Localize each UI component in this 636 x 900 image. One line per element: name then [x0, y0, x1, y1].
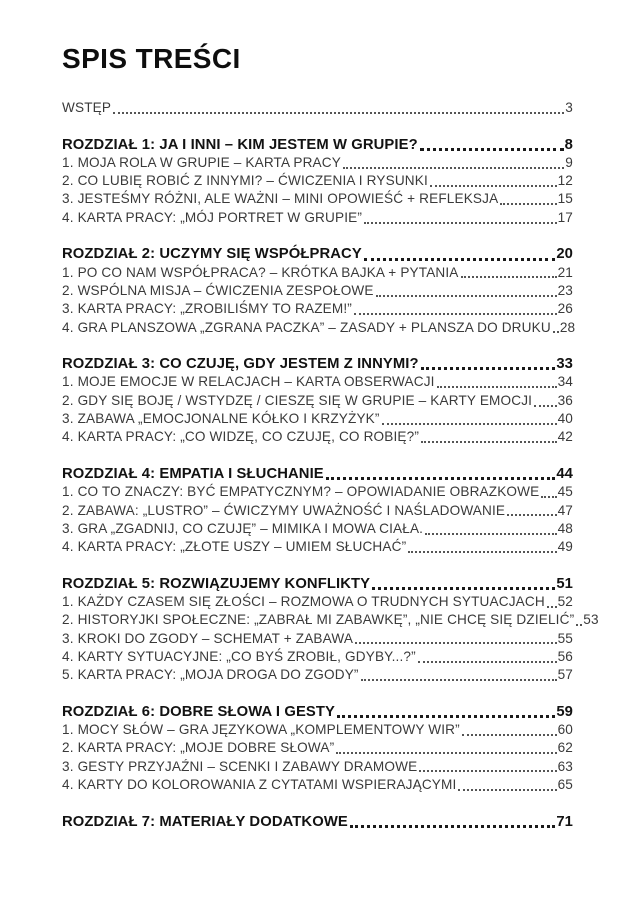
toc-entry — [62, 520, 573, 538]
toc-list — [62, 99, 599, 831]
dot-leader — [350, 825, 555, 828]
toc-entry-page: 47 — [557, 502, 573, 518]
dot-leader — [372, 587, 555, 590]
toc-entry — [62, 209, 573, 227]
toc-entry — [62, 593, 573, 611]
toc-entry — [62, 502, 573, 520]
toc-entry-page: 26 — [557, 301, 573, 317]
toc-entry-page: 3 — [565, 100, 573, 115]
dot-leader — [364, 258, 556, 261]
dot-leader — [541, 496, 556, 498]
toc-entry-page: 65 — [557, 776, 573, 792]
toc-entry — [62, 300, 573, 318]
dot-leader — [553, 331, 559, 333]
toc-entry — [62, 373, 573, 391]
toc-entry — [62, 776, 573, 794]
toc-entry — [62, 611, 599, 629]
toc-entry-page: 28 — [559, 319, 576, 335]
toc-chapter-section — [62, 813, 573, 831]
toc-entry-page: 8 — [564, 136, 573, 153]
toc-entry-page: 57 — [557, 667, 573, 683]
toc-entry-label: ROZDZIAŁ 3: CO CZUJĘ, GDY JESTEM Z INNYMI? — [62, 356, 419, 373]
toc-entry-label: ROZDZIAŁ 7: MATERIAŁY DODATKOWE — [62, 813, 348, 830]
toc-entry — [62, 190, 573, 208]
toc-entry-label: 3. KROKI DO ZGODY – SCHEMAT + ZABAWA — [62, 630, 354, 646]
toc-entry-page: 60 — [557, 722, 573, 738]
dot-leader — [382, 423, 557, 425]
toc-entry — [62, 721, 573, 739]
toc-entry — [62, 758, 573, 776]
toc-entry — [62, 282, 573, 300]
toc-entry-page: 23 — [557, 282, 573, 298]
toc-entry-label: 4. KARTY DO KOLOROWANIA Z CYTATAMI WSPIERAJĄCYMI — [62, 776, 457, 792]
toc-entry-page: 49 — [557, 539, 573, 555]
toc-chapter-heading — [62, 813, 573, 831]
toc-chapter-section — [62, 136, 573, 227]
toc-entry — [62, 264, 573, 282]
toc-entry — [62, 154, 573, 172]
toc-entry-page: 51 — [556, 575, 573, 592]
toc-entry-label: 4. KARTA PRACY: „ZŁOTE USZY – UMIEM SŁUCHAĆ” — [62, 539, 407, 555]
toc-entry-page: 71 — [556, 813, 573, 830]
toc-entry-label: 2. HISTORYJKI SPOŁECZNE: „ZABRAŁ MI ZABAWKĘ”, „NIE CHCĘ SIĘ DZIELIĆ” — [62, 612, 575, 628]
toc-entry — [62, 630, 573, 648]
toc-entry-label: 1. MOJE EMOCJE W RELACJACH – KARTA OBSERWACJI — [62, 374, 435, 390]
dot-leader — [461, 276, 557, 278]
toc-chapter-heading — [62, 245, 573, 263]
toc-entry — [62, 319, 576, 337]
toc-entry-label: 3. KARTA PRACY: „ZROBILIŚMY TO RAZEM!” — [62, 301, 352, 317]
dot-leader — [421, 367, 556, 370]
dot-leader — [421, 441, 557, 443]
toc-entry-label: 1. PO CO NAM WSPÓŁPRACA? – KRÓTKA BAJKA + PYTANIA — [62, 264, 459, 280]
toc-entry-label: 1. MOJA ROLA W GRUPIE – KARTA PRACY — [62, 154, 341, 170]
dot-leader — [408, 551, 556, 553]
dot-leader — [500, 203, 556, 205]
dot-leader — [418, 661, 557, 663]
toc-entry-label: ROZDZIAŁ 5: ROZWIĄZUJEMY KONFLIKTY — [62, 575, 371, 592]
dot-leader — [576, 624, 582, 626]
dot-leader — [437, 386, 557, 388]
toc-chapter-heading — [62, 575, 573, 593]
toc-entry — [62, 648, 573, 666]
toc-entry-label: 3. GRA „ZGADNIJ, CO CZUJĘ” – MIMIKA I MOWA CIAŁA. — [62, 520, 424, 536]
toc-entry-page: 36 — [557, 392, 573, 408]
dot-leader — [425, 533, 556, 535]
toc-entry-page: 12 — [557, 173, 573, 189]
dot-leader — [336, 752, 556, 754]
toc-entry-page: 17 — [557, 209, 573, 225]
toc-entry-label: ROZDZIAŁ 6: DOBRE SŁOWA I GESTY — [62, 703, 336, 720]
toc-chapter-section — [62, 703, 573, 794]
dot-leader — [534, 405, 557, 407]
dot-leader — [354, 313, 557, 315]
toc-entry-label: 5. KARTA PRACY: „MOJA DROGA DO ZGODY” — [62, 667, 359, 683]
toc-entry — [62, 172, 573, 190]
toc-entry-label: WSTĘP — [62, 100, 112, 115]
toc-entry — [62, 428, 573, 446]
toc-entry-page: 56 — [557, 648, 573, 664]
toc-entry-label: 3. GESTY PRZYJAŹNI – SCENKI I ZABAWY DRAMOWE — [62, 758, 418, 774]
dot-leader — [355, 642, 557, 644]
toc-entry-label: 2. WSPÓLNA MISJA – ĆWICZENIA ZESPOŁOWE — [62, 282, 374, 298]
toc-entry — [62, 392, 573, 410]
toc-entry-label: ROZDZIAŁ 1: JA I INNI – KIM JESTEM W GRUPIE? — [62, 136, 418, 153]
toc-entry — [62, 483, 573, 501]
toc-chapters — [62, 136, 599, 831]
toc-entry-page: 20 — [556, 246, 573, 263]
toc-chapter-section — [62, 355, 573, 446]
toc-entry-label: 4. KARTA PRACY: „CO WIDZĘ, CO CZUJĘ, CO ROBIĘ?” — [62, 429, 420, 445]
toc-entry-intro — [62, 99, 573, 117]
dot-leader — [113, 112, 564, 114]
toc-entry-page: 52 — [557, 594, 573, 610]
toc-entry-page: 34 — [557, 374, 573, 390]
toc-entry-label: 1. MOCY SŁÓW – GRA JĘZYKOWA „KOMPLEMENTOWY WIR” — [62, 722, 460, 738]
dot-leader — [430, 185, 557, 187]
dot-leader — [419, 770, 556, 772]
toc-entry — [62, 410, 573, 428]
toc-entry-label: 4. KARTY SYTUACYJNE: „CO BYŚ ZROBIŁ, GDYBY...?” — [62, 648, 416, 664]
toc-entry-page: 62 — [557, 740, 573, 756]
toc-entry-label: 4. KARTA PRACY: „MÓJ PORTRET W GRUPIE” — [62, 209, 363, 225]
dot-leader — [361, 679, 557, 681]
toc-entry-page: 44 — [556, 465, 573, 482]
toc-entry-page: 55 — [557, 630, 573, 646]
toc-entry-label: 3. ZABAWA „EMOCJONALNE KÓŁKO I KRZYŻYK” — [62, 411, 380, 427]
dot-leader — [458, 789, 556, 791]
toc-chapter-heading — [62, 355, 573, 373]
dot-leader — [507, 514, 556, 516]
dot-leader — [376, 295, 557, 297]
dot-leader — [337, 715, 555, 718]
toc-entry — [62, 739, 573, 757]
toc-entry-label: 1. CO TO ZNACZY: BYĆ EMPATYCZNYM? – OPOWIADANIE OBRAZKOWE — [62, 484, 540, 500]
toc-entry-page: 21 — [557, 264, 573, 280]
dot-leader — [420, 148, 564, 151]
toc-entry-label: 3. JESTEŚMY RÓŻNI, ALE WAŻNI – MINI OPOWIEŚĆ + REFLEKSJA — [62, 191, 499, 207]
toc-entry-label: 1. KAŻDY CZASEM SIĘ ZŁOŚCI – ROZMOWA O TRUDNYCH SYTUACJACH — [62, 594, 545, 610]
toc-chapter-heading — [62, 465, 573, 483]
toc-entry — [62, 538, 573, 556]
toc-entry-page: 63 — [557, 758, 573, 774]
toc-entry-page: 15 — [557, 191, 573, 207]
dot-leader — [364, 222, 557, 224]
toc-chapter-heading — [62, 136, 573, 154]
toc-entry-page: 9 — [565, 154, 573, 170]
toc-entry-label: ROZDZIAŁ 2: UCZYMY SIĘ WSPÓŁPRACY — [62, 246, 362, 263]
toc-chapter-section — [62, 245, 576, 336]
toc-entry-label: ROZDZIAŁ 4: EMPATIA I SŁUCHANIE — [62, 465, 324, 482]
page-title: SPIS TREŚCI — [62, 43, 241, 74]
toc-entry-page: 33 — [556, 356, 573, 373]
dot-leader — [462, 734, 557, 736]
dot-leader — [547, 606, 557, 608]
dot-leader — [343, 167, 564, 169]
toc-entry-label: 2. GDY SIĘ BOJĘ / WSTYDZĘ / CIESZĘ SIĘ W GRUPIE – KARTY EMOCJI — [62, 392, 533, 408]
toc-entry — [62, 666, 573, 684]
toc-chapter-section — [62, 575, 599, 685]
toc-entry-label: 2. CO LUBIĘ ROBIĆ Z INNYMI? – ĆWICZENIA I RYSUNKI — [62, 173, 428, 189]
dot-leader — [326, 477, 556, 480]
toc-entry-page: 40 — [557, 411, 573, 427]
toc-entry-page: 59 — [556, 703, 573, 720]
toc-entry-label: 2. ZABAWA: „LUSTRO” – ĆWICZYMY UWAŻNOŚĆ I NAŚLADOWANIE — [62, 502, 506, 518]
toc-entry-page: 42 — [557, 429, 573, 445]
toc-entry-label: 4. GRA PLANSZOWA „ZGRANA PACZKA” – ZASADY + PLANSZA DO DRUKU — [62, 319, 551, 335]
toc-chapter-section — [62, 465, 573, 556]
toc-entry-page: 48 — [557, 520, 573, 536]
toc-entry-label: 2. KARTA PRACY: „MOJE DOBRE SŁOWA” — [62, 740, 335, 756]
toc-chapter-heading — [62, 703, 573, 721]
toc-entry-page: 45 — [557, 484, 573, 500]
toc-entry-page: 53 — [583, 612, 599, 628]
